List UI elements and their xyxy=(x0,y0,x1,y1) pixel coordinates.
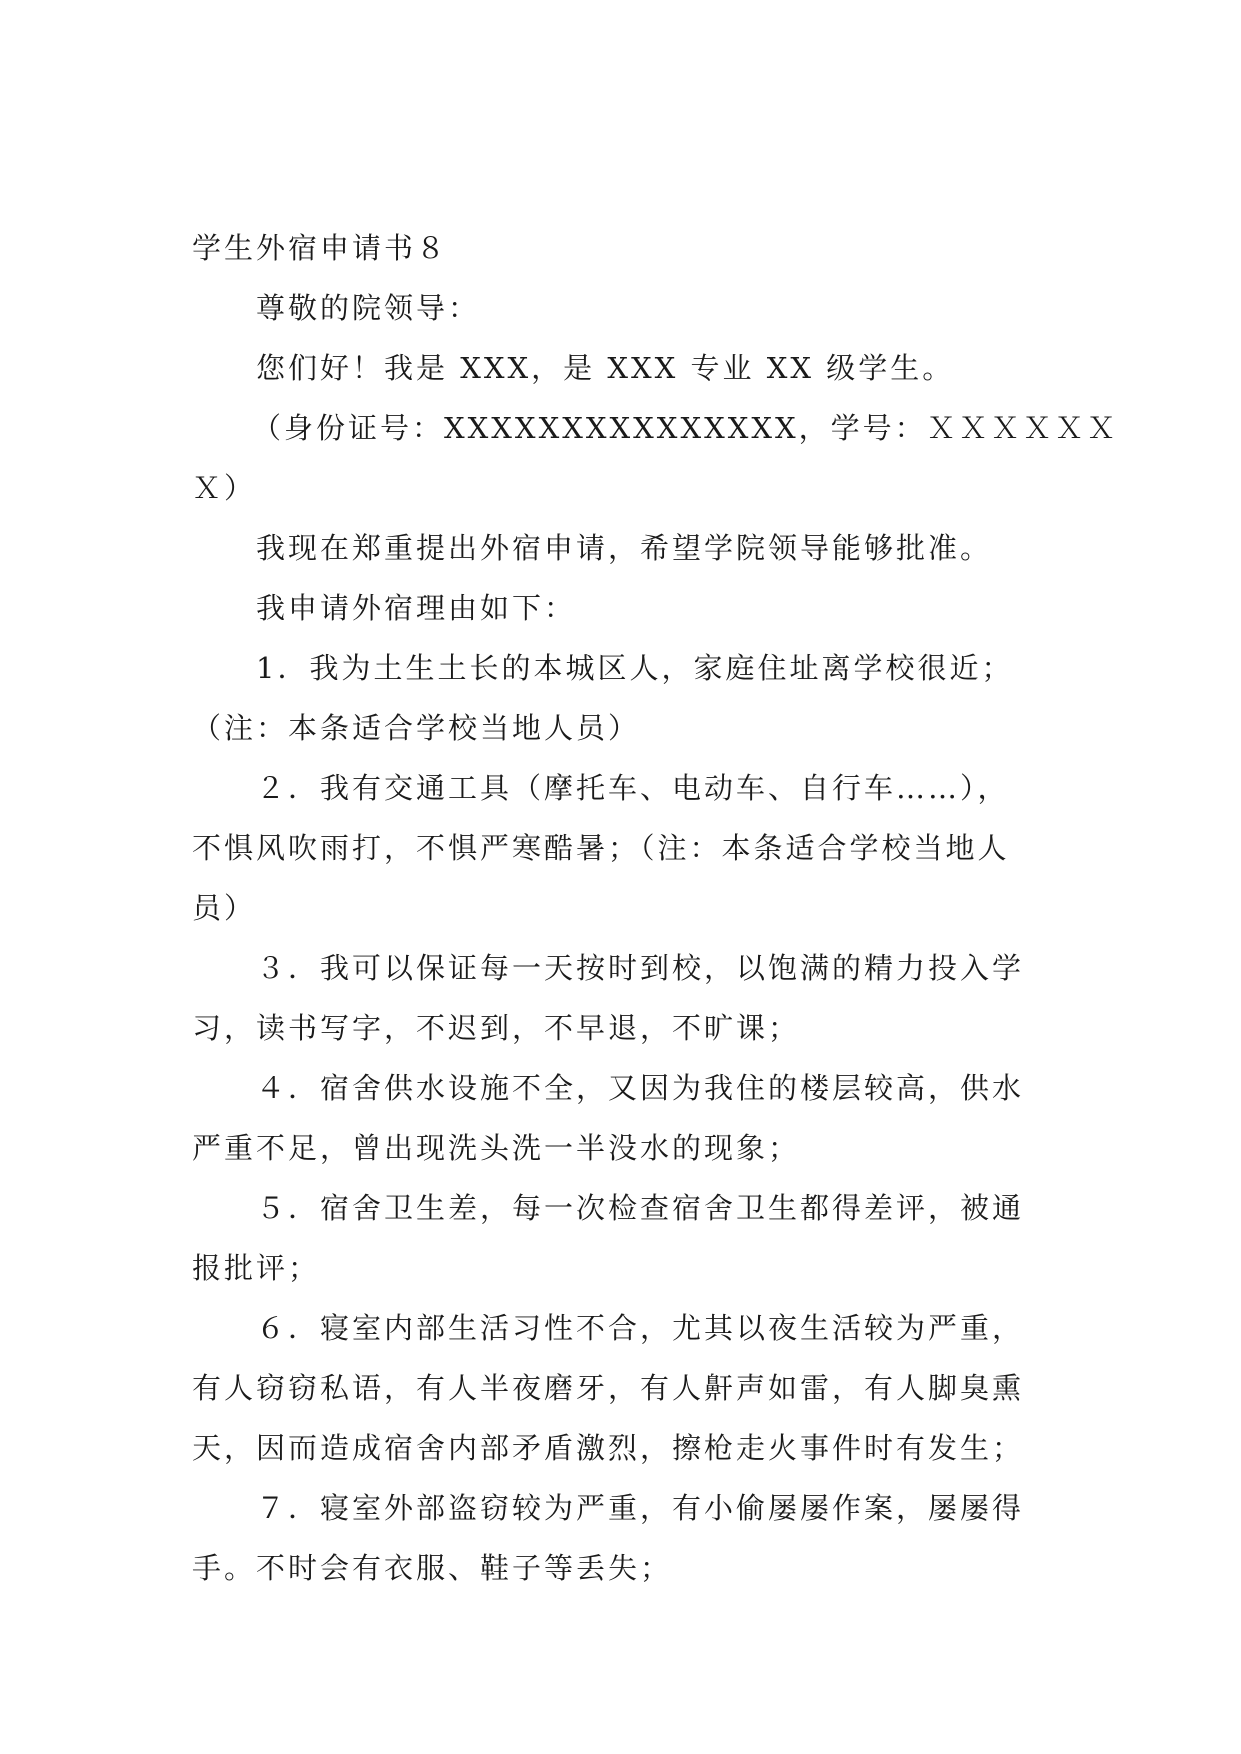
id-line-1: （身份证号：XXXXXXXXXXXXXXX，学号：ＸＸＸＸＸＸ xyxy=(252,411,1119,445)
document-body xyxy=(192,218,1119,1598)
reason-6-line-2: 有人窃窃私语，有人半夜磨牙，有人鼾声如雷，有人脚臭熏 xyxy=(192,1371,1025,1405)
reason-6-line-3: 天，因而造成宿舍内部矛盾激烈，擦枪走火事件时有发生； xyxy=(192,1431,1025,1465)
reason-4-line-2: 严重不足，曾出现洗头洗一半没水的现象； xyxy=(192,1131,801,1165)
reason-6-line-1: ６．寝室内部生活习性不合，尤其以夜生活较为严重， xyxy=(256,1311,1025,1345)
id-line-2: Ｘ） xyxy=(192,471,257,505)
reason-5-line-2: 报批评； xyxy=(192,1251,321,1285)
reason-1-line-2: （注：本条适合学校当地人员） xyxy=(192,711,641,745)
greeting: 您们好！我是 XXX，是 XXX 专业 XX 级学生。 xyxy=(256,351,955,385)
reasons-intro: 我申请外宿理由如下： xyxy=(256,591,577,625)
request-paragraph: 我现在郑重提出外宿申请，希望学院领导能够批准。 xyxy=(256,531,993,565)
reason-3-line-1: ３．我可以保证每一天按时到校，以饱满的精力投入学 xyxy=(256,951,1025,985)
reason-5-line-1: ５．宿舍卫生差，每一次检查宿舍卫生都得差评，被通 xyxy=(256,1191,1025,1225)
reason-4-line-1: ４．宿舍供水设施不全，又因为我住的楼层较高，供水 xyxy=(256,1071,1025,1105)
salutation: 尊敬的院领导： xyxy=(256,291,481,325)
reason-2-line-2: 不惧风吹雨打，不惧严寒酷暑；（注：本条适合学校当地人 xyxy=(192,831,1010,865)
reason-7-line-1: ７．寝室外部盗窃较为严重，有小偷屡屡作案，屡屡得 xyxy=(256,1491,1025,1525)
reason-2-line-1: ２．我有交通工具（摩托车、电动车、自行车……）， xyxy=(256,771,1010,805)
reason-2-line-3: 员） xyxy=(192,891,257,925)
reason-1-line-1: 1．我为土生土长的本城区人，家庭住址离学校很近； xyxy=(256,651,1014,685)
reason-7-line-2: 手。不时会有衣服、鞋子等丢失； xyxy=(192,1551,673,1585)
reason-3-line-2: 习，读书写字，不迟到，不早退，不旷课； xyxy=(192,1011,801,1045)
document-title: 学生外宿申请书８ xyxy=(192,231,449,265)
